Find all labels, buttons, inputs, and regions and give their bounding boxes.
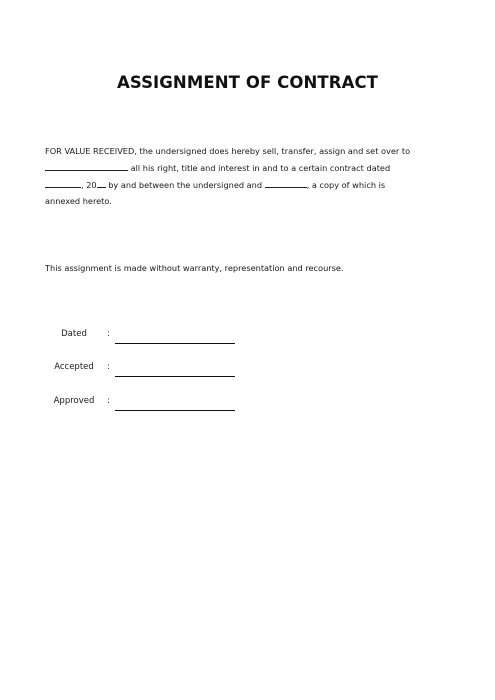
- paragraph-text: FOR VALUE RECEIVED, the undersigned does hereby sell, transfer, assign and set over to: [45, 146, 411, 156]
- paragraph-text: all his right, title and interest in and to a certain contract dated: [128, 162, 391, 173]
- accepted-label: Accepted: [54, 362, 94, 372]
- accepted-row: [0, 362, 495, 382]
- other-party-blank[interactable]: [265, 178, 307, 188]
- dated-label: Dated: [61, 329, 87, 339]
- paragraph-line: [45, 160, 465, 177]
- dated-signature-line[interactable]: [115, 343, 235, 344]
- paragraph-text: by and between the undersigned and: [105, 179, 265, 190]
- dated-row: [0, 329, 495, 349]
- paragraph-line: [45, 193, 465, 210]
- paragraph-text: , 20: [81, 179, 97, 190]
- paragraph-text: annexed hereto.: [45, 196, 112, 207]
- paragraph-text: , a copy of which is: [306, 179, 386, 190]
- assignment-paragraph: [45, 143, 465, 210]
- payee-blank[interactable]: [45, 161, 128, 171]
- colon: :: [107, 362, 110, 372]
- colon: :: [107, 396, 110, 406]
- paragraph-line: [45, 143, 465, 160]
- document-title: ASSIGNMENT OF CONTRACT: [116, 73, 379, 92]
- paragraph-line: [45, 177, 465, 194]
- colon: :: [107, 329, 110, 339]
- approved-row: [0, 396, 495, 416]
- warranty-paragraph: This assignment is made without warranty, representation and recourse.: [45, 263, 344, 273]
- year-blank[interactable]: [97, 178, 106, 188]
- accepted-signature-line[interactable]: [115, 376, 235, 377]
- contract-date-blank[interactable]: [45, 178, 81, 188]
- approved-label: Approved: [53, 396, 95, 406]
- approved-signature-line[interactable]: [115, 410, 235, 411]
